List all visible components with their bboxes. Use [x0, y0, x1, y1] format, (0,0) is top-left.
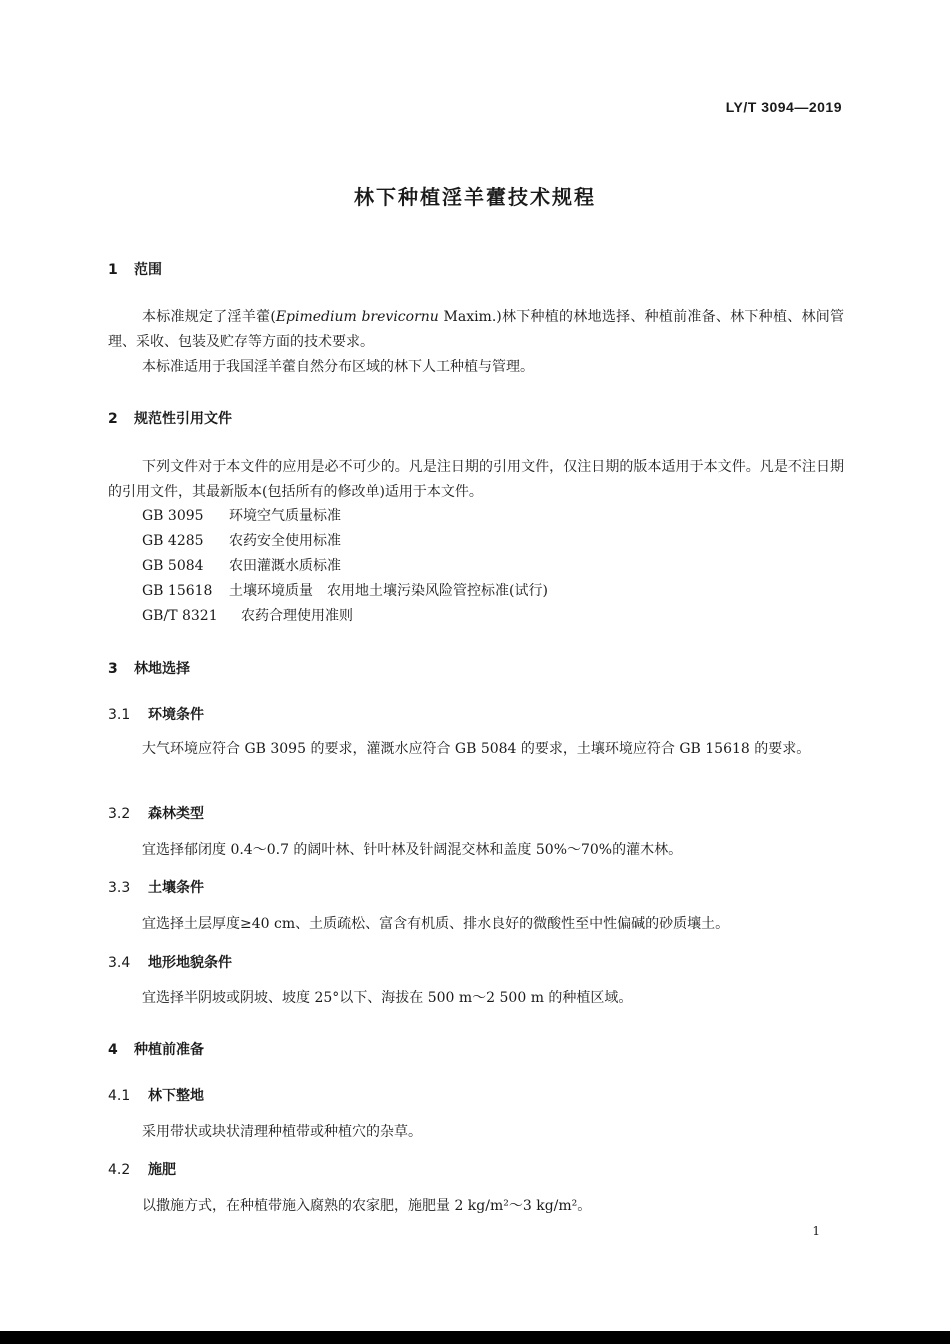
reference-title: 农药合理使用准则: [241, 608, 353, 624]
reference-item: [142, 555, 341, 575]
subsection-number: 4.2: [108, 1162, 131, 1178]
reference-item: [142, 580, 548, 600]
section-number: 2: [108, 411, 118, 427]
reference-code: GB 3095: [142, 508, 204, 524]
section-2-paragraph-1: 下列文件对于本文件的应用是必不可少的。凡是注日期的引用文件，仅注日期的版本适用于本文件。凡是不注日期的引用文件，其最新版本(包括所有的修改单)适用于本文件。: [108, 459, 844, 500]
subsection-3-2-heading: [108, 803, 204, 823]
subsection-4-2-text: 以撒施方式，在种植带施入腐熟的农家肥，施肥量 2 kg/m²～3 kg/m²。: [142, 1198, 592, 1214]
section-number: 4: [108, 1042, 118, 1058]
subsection-number: 4.1: [108, 1088, 131, 1104]
section-1-paragraph-1: [108, 305, 844, 355]
reference-item: [142, 605, 353, 625]
reference-code: GB 5084: [142, 558, 204, 574]
reference-code: GB/T 8321: [142, 608, 218, 624]
section-4-heading: [108, 1039, 204, 1059]
reference-title: 农药安全使用标准: [229, 533, 341, 549]
subsection-title: 土壤条件: [148, 880, 204, 896]
subsection-4-1-heading: [108, 1085, 204, 1105]
document-title: 林下种植淫羊藿技术规程: [354, 185, 596, 209]
subsection-title: 森林类型: [148, 806, 204, 822]
subsection-number: 3.4: [108, 955, 131, 971]
subsection-number: 3.3: [108, 880, 131, 896]
section-1-paragraph-2: 本标准适用于我国淫羊藿自然分布区域的林下人工种植与管理。: [142, 359, 534, 375]
subsection-4-1-text: 采用带状或块状清理种植带或种植穴的杂草。: [142, 1124, 422, 1140]
subsection-3-3-heading: [108, 877, 204, 897]
section-1-heading: [108, 259, 162, 279]
subsection-3-4-heading: [108, 952, 232, 972]
subsection-number: 3.2: [108, 806, 131, 822]
section-title: 种植前准备: [134, 1042, 204, 1058]
reference-item: [142, 530, 341, 550]
subsection-3-2-text: 宜选择郁闭度 0.4～0.7 的阔叶林、针叶林及针阔混交林和盖度 50%～70%的灌木林。: [142, 842, 683, 858]
subsection-title: 林下整地: [148, 1088, 204, 1104]
subsection-3-1-heading: [108, 704, 204, 724]
latin-name: Epimedium brevicornu: [275, 309, 439, 325]
reference-item: [142, 505, 341, 525]
subsection-number: 3.1: [108, 707, 131, 723]
subsection-title: 施肥: [148, 1162, 176, 1178]
reference-title: 土壤环境质量 农用地土壤污染风险管控标准(试行): [229, 583, 548, 599]
standard-code: LY/T 3094—2019: [725, 99, 842, 115]
subsection-title: 环境条件: [148, 707, 204, 723]
section-number: 3: [108, 661, 118, 677]
reference-code: GB 4285: [142, 533, 204, 549]
section-number: 1: [108, 262, 118, 278]
reference-code: GB 15618: [142, 583, 213, 599]
section-title: 规范性引用文件: [134, 411, 232, 427]
page-number: 1: [812, 1224, 820, 1238]
page-bottom-border: [0, 1331, 950, 1344]
subsection-3-1-text: 大气环境应符合 GB 3095 的要求，灌溉水应符合 GB 5084 的要求，土壤环境应符合 GB 15618 的要求。: [142, 741, 811, 757]
subsection-title: 地形地貌条件: [148, 955, 232, 971]
subsection-4-2-heading: [108, 1159, 176, 1179]
section-2-heading: [108, 408, 232, 428]
section-title: 范围: [134, 262, 162, 278]
text-run: 本标准规定了淫羊藿(: [142, 309, 276, 325]
reference-title: 环境空气质量标准: [229, 508, 341, 524]
subsection-3-3-text: 宜选择土层厚度≥40 cm、土质疏松、富含有机质、排水良好的微酸性至中性偏碱的砂质壤土。: [142, 916, 730, 932]
subsection-3-4-text: 宜选择半阴坡或阴坡、坡度 25°以下、海拔在 500 m～2 500 m 的种植区域。: [142, 990, 633, 1006]
reference-title: 农田灌溉水质标准: [229, 558, 341, 574]
section-3-heading: [108, 658, 190, 678]
text-run: Maxim.)林下种植的林地选择、种植前准备、林下种植、林间管理、采收、包装及贮存等方面的技术要求。: [108, 309, 844, 350]
section-title: 林地选择: [134, 661, 190, 677]
